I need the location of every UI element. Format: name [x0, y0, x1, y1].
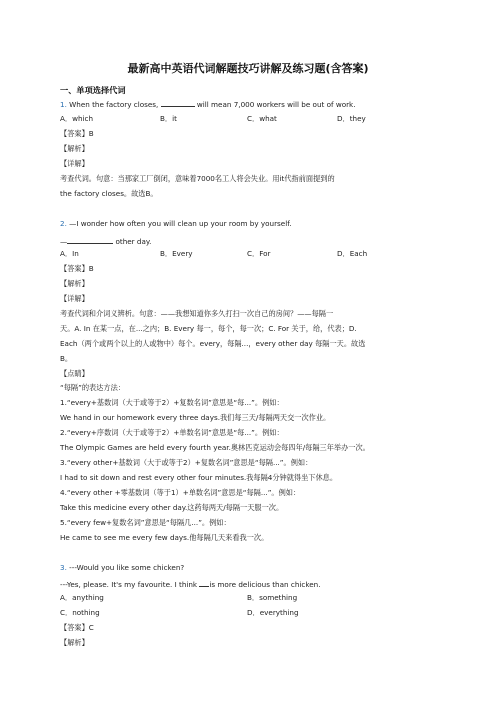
explanation-line: 考查代词和介词义辨析。句意：——我想知道你多久打扫一次自己的房间？——每隔一 — [60, 309, 334, 318]
answer-label: 【答案】C — [60, 623, 94, 632]
rule-item: 2.“every+序数词（大于或等于2）+单数名词”意思是“每...”。例如： — [60, 428, 284, 437]
rule-item: 4.“every other +零基数词（等于1）+单数名词”意思是“每隔...”。例如： — [60, 488, 301, 497]
explanation-line: B。 — [60, 354, 73, 363]
option-b: B．it — [160, 114, 177, 123]
option-a: A．In — [60, 249, 79, 258]
option-b: B．something — [247, 593, 298, 602]
tip-label: 【点睛】 — [60, 369, 89, 378]
question-1-stem: 1. When the factory closes, will mean 7,000 workers will be out of work. — [60, 100, 356, 109]
question-3-stem-2: ---Yes, please. It's my favourite. I think is more delicious than chicken. — [60, 580, 321, 589]
rule-example: Take this medicine every other day.这药每两天/每隔一天服一次。 — [60, 503, 284, 512]
rule-title: “每隔”的表达方法： — [60, 383, 125, 392]
explanation-line: 天。A. In 在某一点，在...之内；B. Every 每一，每个，每一次；C. For 关于，给，代表；D. — [60, 324, 357, 333]
question-2-stem: 2. —I wonder how often you will clean up your room by yourself. — [60, 219, 292, 228]
option-d: D．everything — [247, 608, 299, 617]
answer-blank — [161, 98, 195, 107]
detail-label: 【详解】 — [60, 159, 89, 168]
option-d: D．they — [337, 114, 366, 123]
rule-item: 3.“every other+基数词（大于或等于2）+复数名词”意思是“每隔...”。例如： — [60, 458, 313, 467]
analysis-label: 【解析】 — [60, 638, 89, 647]
option-a: A．which — [60, 114, 94, 123]
rule-example: He came to see me every few days.他每隔几天来看我一次。 — [60, 533, 269, 542]
explanation-line: the factory closes。故选B。 — [60, 189, 158, 198]
option-b: B．Every — [160, 249, 193, 258]
rule-item: 5.“every few+复数名词”意思是“每隔几...”。例如： — [60, 518, 231, 527]
answer-blank — [199, 578, 209, 587]
option-c: C．what — [247, 114, 277, 123]
option-c: C．For — [247, 249, 271, 258]
answer-label: 【答案】B — [60, 264, 94, 273]
rule-example: The Olympic Games are held every fourth year.奥林匹克运动会每四年/每隔三年举办一次。 — [60, 443, 370, 452]
page-title: 最新高中英语代词解题技巧讲解及练习题(含答案) — [127, 62, 369, 75]
answer-label: 【答案】B — [60, 129, 94, 138]
option-a: A．anything — [60, 593, 104, 602]
question-number: 1. — [60, 100, 67, 109]
detail-label: 【详解】 — [60, 294, 89, 303]
explanation-line: Each（两个或两个以上的人或物中）每个。every，每隔...，every other day 每隔一天。故选 — [60, 339, 366, 348]
question-number: 2. — [60, 219, 67, 228]
question-2-stem-2: — other day. — [60, 237, 152, 246]
analysis-label: 【解析】 — [60, 144, 89, 153]
rule-item: 1.“every+基数词（大于或等于2）+复数名词”意思是“每...”。例如： — [60, 398, 284, 407]
question-3-stem: 3. ---Would you like some chicken? — [60, 563, 185, 572]
answer-blank — [67, 235, 113, 244]
question-number: 3. — [60, 563, 67, 572]
section-heading: 一、单项选择代词 — [60, 85, 126, 95]
explanation-line: 考查代词。句意：当那家工厂倒闭，意味着7000名工人将会失业。用it代指前面提到的 — [60, 174, 335, 183]
rule-example: I had to sit down and rest every other four minutes.我每隔4分钟就得坐下休息。 — [60, 473, 338, 482]
analysis-label: 【解析】 — [60, 279, 89, 288]
option-c: C．nothing — [60, 608, 100, 617]
option-d: D．Each — [337, 249, 368, 258]
rule-example: We hand in our homework every three days.我们每三天/每隔两天交一次作业。 — [60, 413, 331, 422]
